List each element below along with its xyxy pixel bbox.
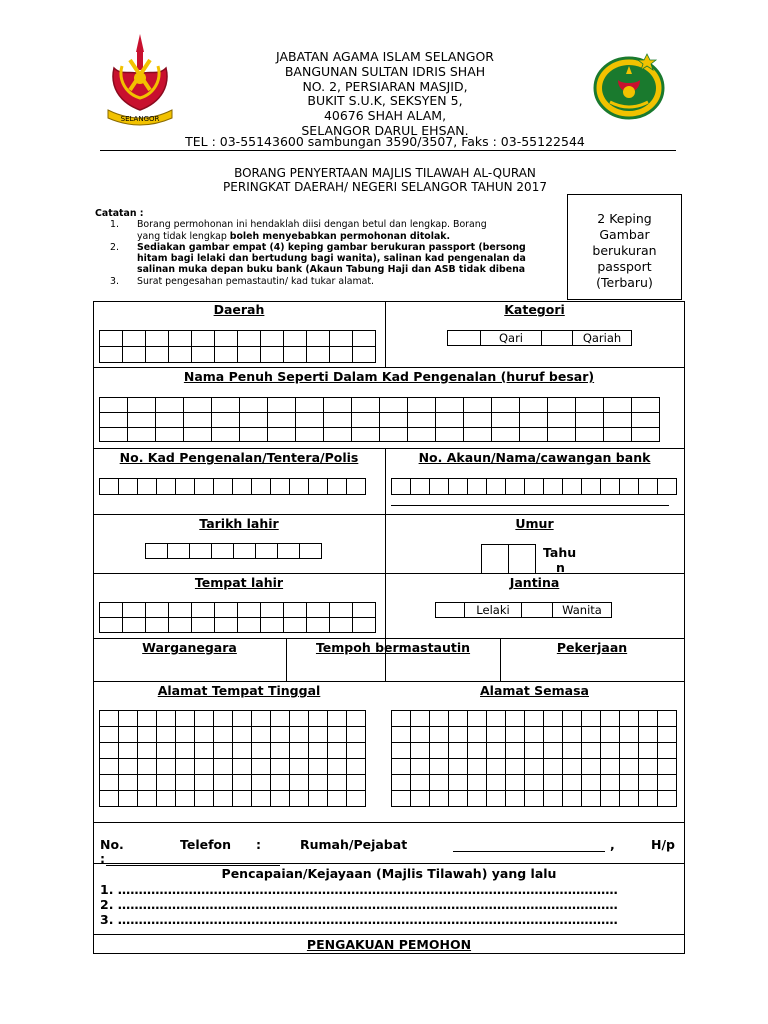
umur-label: Umur	[515, 516, 554, 531]
tahun-unit-line1: Tahu	[543, 545, 577, 560]
telefon-comma: ,	[610, 837, 615, 852]
note-number: 1.	[110, 219, 119, 231]
telefon-colon: :	[256, 837, 261, 852]
telefon-rumah-pejabat-label: Rumah/Pejabat	[300, 837, 408, 852]
lelaki-checkbox[interactable]	[436, 603, 465, 618]
crest-scroll-text: SELANGOR	[120, 115, 160, 123]
note-text: Borang permohonan ini hendaklah diisi dengan betul dan lengkap. Borang	[137, 219, 487, 231]
ic-label: No. Kad Pengenalan/Tentera/Polis	[119, 450, 359, 465]
wanita-option-label: Wanita	[553, 603, 612, 618]
address-line: NO. 2, PERSIARAN MASJID,	[302, 78, 468, 94]
tempoh-bermastautin-label: Tempoh bermastautin	[315, 640, 471, 655]
telefon-rumah-input-line[interactable]	[453, 851, 605, 852]
alamat-tinggal-input-grid[interactable]	[99, 710, 366, 807]
address-line: BANGUNAN SULTAN IDRIS SHAH	[284, 63, 486, 79]
nama-penuh-label: Nama Penuh Seperti Dalam Kad Pengenalan (huruf besar)	[183, 369, 595, 384]
address-line: JABATAN AGAMA ISLAM SELANGOR	[276, 49, 494, 64]
photo-box-line: (Terbaru)	[596, 275, 653, 290]
pengakuan-pemohon-heading: PENGAKUAN PEMOHON	[306, 937, 472, 952]
qari-option-label: Qari	[481, 331, 542, 346]
note-text: yang tidak lengkap	[137, 230, 230, 242]
nama-penuh-input-grid[interactable]	[99, 397, 660, 442]
note-text-bold: Sediakan gambar empat (4) keping gambar berukuran passport (bersong	[137, 241, 526, 253]
tempoh-bermastautin-input-area[interactable]	[287, 658, 499, 680]
telefon-hp-colon: :	[100, 851, 105, 866]
qariah-checkbox[interactable]	[542, 331, 573, 346]
photo-box-line: passport	[597, 259, 652, 274]
pencapaian-line-1[interactable]: 1. …………………………………………………………………………………………………………	[100, 882, 618, 897]
note-text-bold: salinan muka depan buku bank (Akaun Tabung Haji dan ASB tidak dibena	[137, 264, 526, 276]
photo-box-line: berukuran	[592, 243, 657, 258]
daerah-input-grid[interactable]	[99, 330, 376, 363]
note-number: 3.	[110, 275, 119, 287]
address-line: SELANGOR DARUL EHSAN.	[301, 122, 469, 138]
umur-input-grid[interactable]	[481, 544, 536, 574]
qariah-option-label: Qariah	[573, 331, 632, 346]
tempat-lahir-input-grid[interactable]	[99, 602, 376, 633]
tarikh-lahir-label: Tarikh lahir	[199, 516, 279, 531]
address-line: 40676 SHAH ALAM,	[323, 108, 447, 124]
form-title	[150, 166, 620, 194]
alamat-semasa-label: Alamat Semasa	[480, 683, 589, 698]
warganegara-label: Warganegara	[142, 640, 237, 655]
tarikh-lahir-input-grid[interactable]	[145, 543, 322, 559]
header-divider	[100, 150, 676, 151]
note-text: Surat pengesahan pemastautin/ kad tukar alamat.	[137, 275, 374, 287]
lelaki-option-label: Lelaki	[465, 603, 522, 618]
telefon-hp-label: H/p	[651, 837, 675, 852]
daerah-label: Daerah	[213, 302, 265, 317]
kategori-label: Kategori	[504, 302, 565, 317]
title-line-1: BORANG PENYERTAAN MAJLIS TILAWAH AL-QURAN	[234, 166, 536, 180]
pencapaian-line-2[interactable]: 2. …………………………………………………………………………………………………………	[100, 897, 618, 912]
jantina-options	[435, 602, 612, 618]
department-address	[150, 50, 620, 139]
ic-input-grid[interactable]	[99, 478, 366, 495]
qari-checkbox[interactable]	[448, 331, 481, 346]
warganegara-input-area[interactable]	[94, 658, 285, 680]
pencapaian-line-3[interactable]: 3. …………………………………………………………………………………………………………	[100, 912, 618, 927]
wanita-checkbox[interactable]	[522, 603, 553, 618]
tahun-unit-line2: n	[556, 560, 565, 575]
photo-box-line: 2 Keping	[597, 211, 652, 226]
tempat-lahir-label: Tempat lahir	[194, 575, 284, 590]
notes-heading: Catatan :	[95, 208, 144, 219]
notes-section	[95, 208, 565, 287]
jantina-label: Jantina	[509, 575, 560, 590]
telephone-fax-line: TEL : 03-55143600 sambungan 3590/3507, Faks : 03-55122544	[185, 134, 585, 149]
akaun-bank-label: No. Akaun/Nama/cawangan bank	[418, 450, 651, 465]
pekerjaan-label: Pekerjaan	[556, 640, 628, 655]
note-number: 2.	[110, 241, 119, 253]
passport-photo-box	[567, 194, 682, 300]
akaun-bank-write-line[interactable]	[391, 505, 669, 506]
photo-box-line: Gambar	[599, 227, 650, 242]
pekerjaan-input-area[interactable]	[501, 658, 683, 680]
title-line-2: PERINGKAT DAERAH/ NEGERI SELANGOR TAHUN 2017	[223, 180, 547, 194]
telefon-no-label: No.	[100, 837, 124, 852]
alamat-tinggal-label: Alamat Tempat Tinggal	[157, 683, 321, 698]
kategori-options	[447, 330, 632, 346]
note-text-bold: hitam bagi lelaki dan bertudung bagi wanita), salinan kad pengenalan da	[137, 253, 526, 265]
telefon-label: Telefon	[180, 837, 232, 852]
alamat-semasa-input-grid[interactable]	[391, 710, 677, 807]
pencapaian-label: Pencapaian/Kejayaan (Majlis Tilawah) yang lalu	[221, 866, 557, 881]
note-text-bold: boleh menyebabkan permohonan ditolak.	[229, 230, 451, 242]
address-line: BUKIT S.U.K, SEKSYEN 5,	[307, 93, 463, 109]
akaun-bank-input-grid[interactable]	[391, 478, 677, 495]
